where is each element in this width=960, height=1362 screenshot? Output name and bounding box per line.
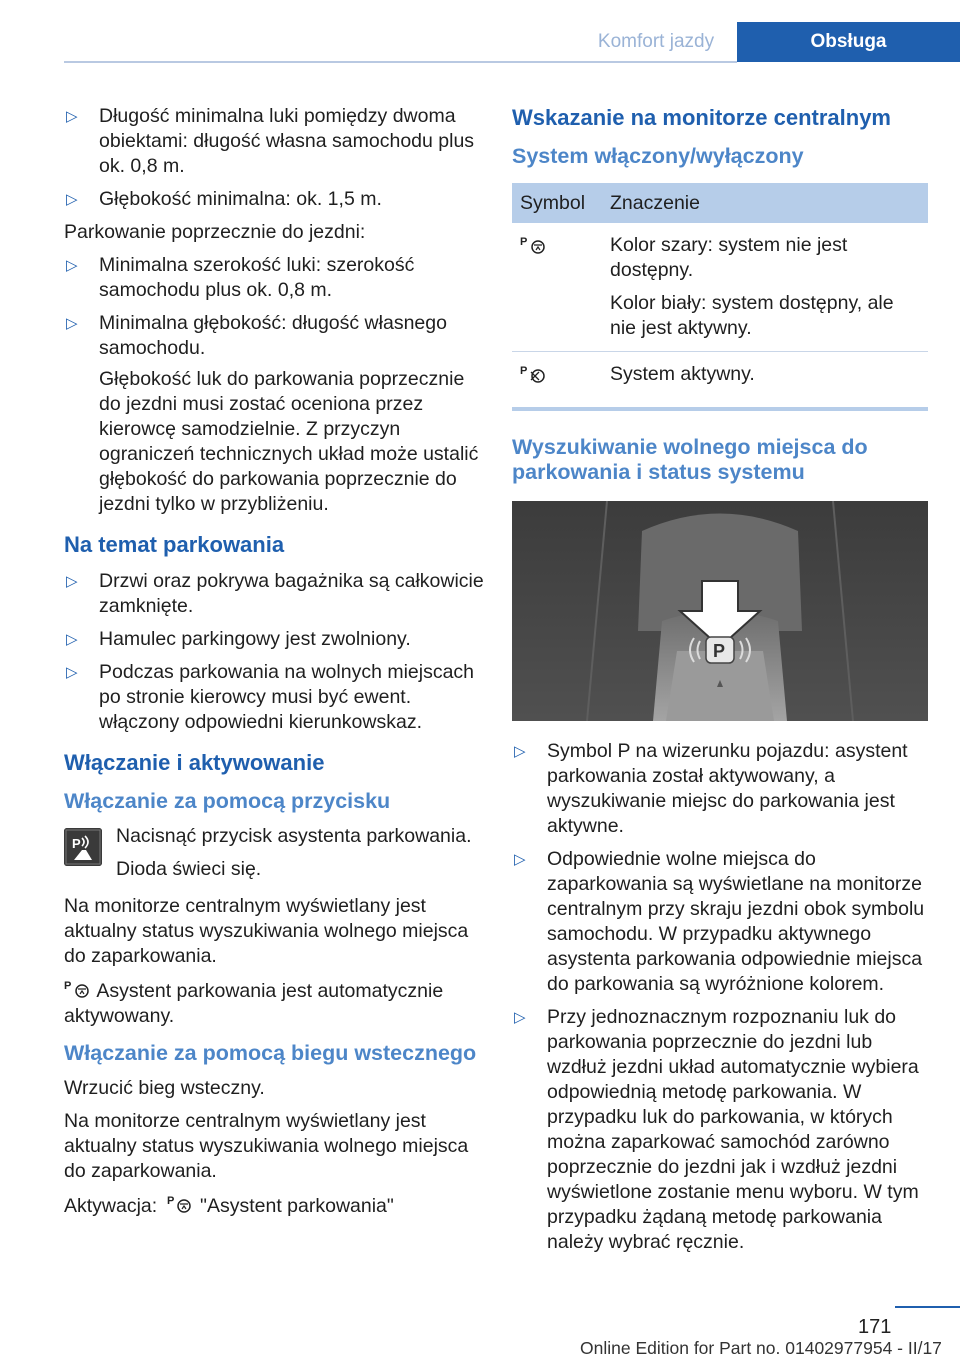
list-item: ▷ Odpowiednie wolne miejsca do zaparkowania są wyświetlane na monitorze centralnym przy skraju jezdni obok symbolu samochodu. W przypadku aktywnego asystenta parkowania odpowiednie miejsca do parkowania są wyróżnione kolorem. [514,848,925,995]
table-header-symbol: Symbol [512,183,602,223]
triangle-bullet-icon: ▷ [514,851,526,868]
list-item: ▷ Symbol P na wizerunku pojazdu: asystent parkowania został aktywowany, a wyszukiwanie miejsc do parkowania jest aktywne. [514,740,908,837]
header-chapter-tab[interactable]: Obsługa [737,22,960,62]
triangle-bullet-icon: ▷ [66,191,78,208]
triangle-bullet-icon: ▷ [66,631,78,648]
header-rule [64,61,737,63]
parking-assistant-icon [163,1192,195,1214]
table-row: P Kolor szary: system nie jest dostępny. Kolor biały: system dostępny, ale nie jest aktywny. [512,223,928,352]
table-bottom-rule [512,407,928,411]
table-row: P System aktywny. [520,363,755,385]
svg-text:P: P [72,836,81,851]
parking-button-row: P Nacisnąć przycisk asystenta parkowania. Dioda świeci się. [64,824,484,882]
right-column [512,104,928,1263]
svg-text:P: P [520,236,528,248]
triangle-bullet-icon: ▷ [66,315,78,332]
triangle-bullet-icon: ▷ [514,1009,526,1026]
list-item: ▷ Długość minimalna luki pomiędzy dwoma obiektami: długość własna samochodu plus ok. 0,8 m. [66,105,475,177]
svg-text:P: P [520,365,528,377]
activation-line: Aktywacja: P "Asystent parkowania" [64,1192,484,1219]
triangle-bullet-icon: ▷ [66,108,78,125]
triangle-bullet-icon: ▷ [66,664,78,681]
parking-assistant-active-icon [520,362,548,384]
left-column [64,104,484,1227]
list-item-note: Głębokość luk do parkowania poprzecznie do jezdni musi zostać oceniona przez kierowcę samodzielnie. Z przyczyn ograniczeń technicznych układ może ustalić głębokość do parkowania poprzecznie do jezdni tylko w przybliżeniu. [99,368,479,515]
heading-central-display: Wskazanie na monitorze centralnym [512,105,891,130]
table-header-meaning: Znaczenie [602,183,928,223]
svg-text:P: P [166,1195,174,1207]
svg-text:P: P [713,641,726,661]
parking-assistant-button-icon [64,828,102,866]
header-section-tab[interactable]: Komfort jazdy [597,31,715,52]
parking-display-image [512,501,928,721]
paragraph: Parkowanie poprzecznie do jezdni: [64,221,366,243]
triangle-bullet-icon: ▷ [514,743,526,760]
triangle-bullet-icon: ▷ [66,573,78,590]
paragraph: P Asystent parkowania jest automatycznie aktywowany. [64,977,484,1029]
list-item: ▷ Podczas parkowania na wolnych miejscach po stronie kierowcy musi być ewent. włączony odpowiedni kierunkowskaz. [66,661,475,733]
heading-reverse-gear: Włączanie za pomocą biegu wstecznego [64,1041,477,1065]
triangle-bullet-icon: ▷ [66,257,78,274]
parking-assistant-icon [64,977,92,999]
list-item: ▷ Przy jednoznacznym rozpoznaniu luk do parkowania poprzecznie do jezdni lub wzdłuż jezdni układ automatycznie wybiera odpowiednią metodę parkowania. W przypadku luk do parkowania, w których można zaparkować samochód zarówno poprzecznie do jezdni jak i wzdłuż jezdni wyświetlone zostanie menu wyboru. W tym przypadku żądaną metodę parkowania należy wybrać ręcznie. [514,1006,919,1253]
svg-text:P: P [64,980,72,992]
footer-edition: Online Edition for Part no. 01402977954 - II/17 [580,1338,942,1358]
heading-system-state: System włączony/wyłączony [512,144,804,168]
paragraph: Na monitorze centralnym wyświetlany jest aktualny status wyszukiwania wolnego miejsca do zaparkowania. [64,1110,469,1182]
list-item: ▷ Minimalna głębokość: długość własnego samochodu. [66,312,447,359]
heading-button: Włączanie za pomocą przycisku [64,789,391,813]
heading-search-status: Wyszukiwanie wolnego miejsca do parkowania i status systemu [512,435,868,484]
table-header-row [512,183,928,223]
list-item: ▷ Głębokość minimalna: ok. 1,5 m. [66,188,382,210]
paragraph: Na monitorze centralnym wyświetlany jest aktualny status wyszukiwania wolnego miejsca do zaparkowania. [64,895,469,967]
list-item: ▷ Drzwi oraz pokrywa bagażnika są całkowicie zamknięte. [66,570,484,617]
parking-assistant-icon [520,233,548,255]
page-number: 171 [858,1316,892,1338]
footer-rule [895,1306,960,1308]
paragraph: Wrzucić bieg wsteczny. [64,1077,265,1099]
list-item: ▷ Hamulec parkingowy jest zwolniony. [66,628,411,650]
list-item: ▷ Minimalna szerokość luki: szerokość samochodu plus ok. 0,8 m. [66,254,415,301]
heading-switch-on: Włączanie i aktywowanie [64,750,325,775]
heading-parking: Na temat parkowania [64,532,285,557]
symbol-table [512,183,928,401]
